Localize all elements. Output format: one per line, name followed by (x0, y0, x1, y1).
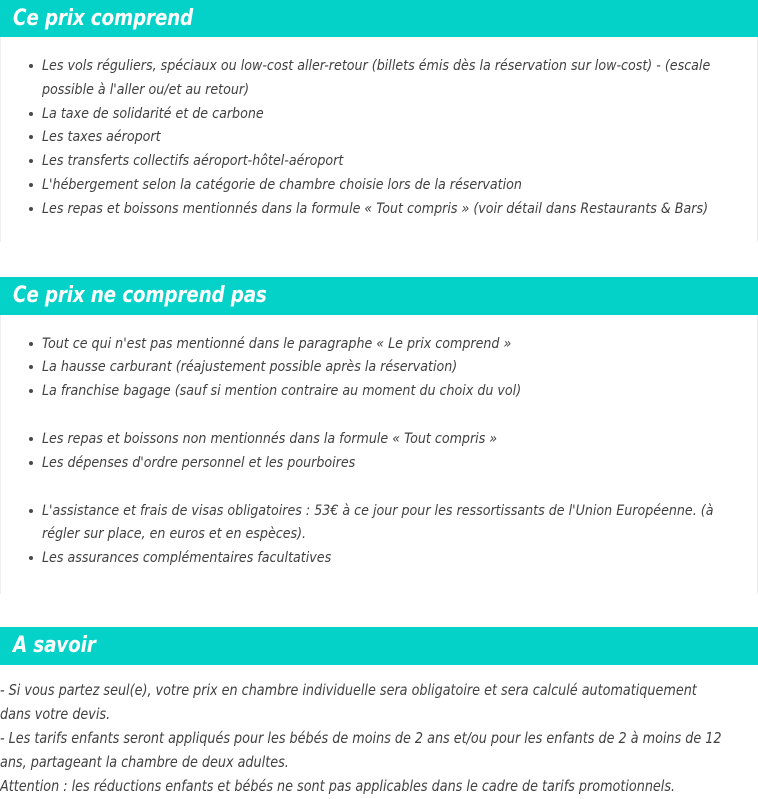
list-item-text: Tout ce qui n'est pas mentionné dans le paragraphe « Le prix comprend » (42, 334, 512, 352)
section-header-a-savoir (0, 627, 758, 665)
list-item (1, 54, 757, 102)
list-item-text: La hausse carburant (réajustement possible après la réservation) (42, 358, 458, 376)
list-item (1, 197, 757, 221)
list-item-text: L'assistance et frais de visas obligatoires : 53€ à ce jour pour les ressortissants de l'Union Européenne. (à régler sur place, en euros et en espèces). (42, 501, 714, 543)
section-body-a-savoir (0, 665, 758, 799)
section-header-ce-prix-ne-comprend-pas (0, 277, 758, 315)
section-title: A savoir (13, 632, 96, 658)
list-item (1, 355, 757, 379)
list-item-text: Les vols réguliers, spéciaux ou low-cost aller-retour (billets émis dès la réservation sur low-cost) - (escale possible à l'aller ou/et au retour) (42, 57, 711, 98)
list-item (1, 379, 757, 403)
list-item (1, 427, 757, 451)
list-item (1, 173, 757, 197)
note-paragraph (0, 727, 758, 775)
list-item-text: Les transferts collectifs aéroport-hôtel-aéroport (42, 152, 344, 170)
list-item-text: Les taxes aéroport (42, 128, 161, 146)
section-title: Ce prix comprend (13, 5, 194, 31)
note-paragraph-text: - Si vous partez seul(e), votre prix en chambre individuelle sera obligatoire et sera calculé automatiquement dans votre devis. (0, 681, 697, 723)
list-item (1, 125, 757, 149)
list-item (1, 149, 757, 173)
section-header-ce-prix-comprend (0, 0, 758, 37)
section-gap (0, 242, 758, 277)
note-paragraph-text: - Les tarifs enfants seront appliqués pour les bébés de moins de 2 ans et/ou pour les enfants de 2 à moins de 12 ans, partageant la chambre de deux adultes. (0, 729, 722, 771)
list-item (1, 102, 757, 126)
list-item-text: Les repas et boissons non mentionnés dans la formule « Tout compris » (42, 429, 498, 447)
list-item (1, 546, 757, 570)
list-item (1, 499, 757, 547)
list-item-text: Les repas et boissons mentionnés dans la formule « Tout compris » (voir détail dans Restaurants & Bars) (42, 199, 709, 217)
section-title: Ce prix ne comprend pas (13, 282, 267, 308)
list-item-text: L'hébergement selon la catégorie de chambre choisie lors de la réservation (42, 175, 522, 193)
list-item-text: La taxe de solidarité et de carbone (42, 104, 264, 122)
exclusions-list (1, 332, 757, 570)
section-body-ce-prix-ne-comprend-pas (0, 315, 758, 594)
note-paragraph (0, 679, 758, 727)
list-item (1, 332, 757, 356)
section-body-ce-prix-comprend (0, 37, 758, 242)
note-paragraph-text: Attention : les réductions enfants et bébés ne sont pas applicables dans le cadre de tarifs promotionnels. (0, 777, 676, 795)
list-item (1, 451, 757, 475)
list-item-text: La franchise bagage (sauf si mention contraire au moment du choix du vol) (42, 382, 522, 400)
list-item-text: Les dépenses d'ordre personnel et les pourboires (42, 453, 356, 471)
section-gap (0, 594, 758, 627)
inclusions-list (1, 54, 757, 221)
list-item-text: Les assurances complémentaires facultatives (42, 549, 332, 567)
